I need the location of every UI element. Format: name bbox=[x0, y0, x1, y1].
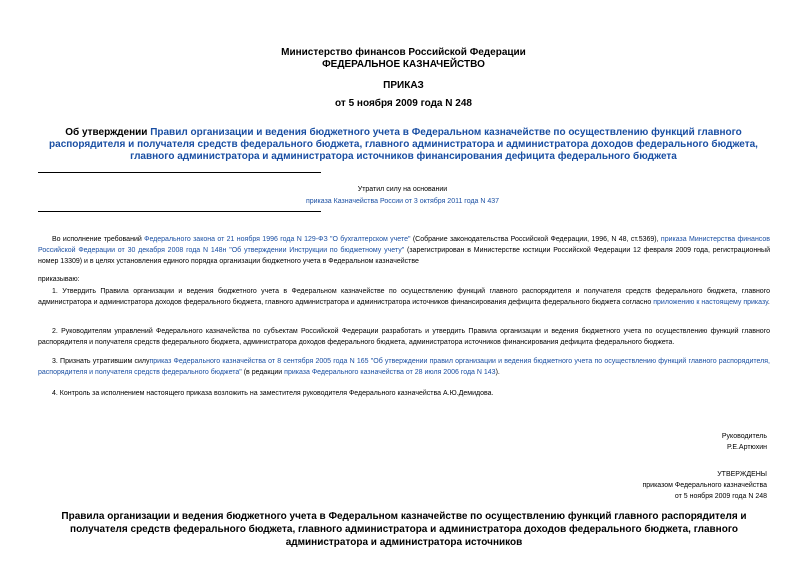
status-note-link[interactable]: приказа Казначейства России от 3 октября 2011 года N 437 bbox=[305, 198, 500, 205]
paragraph-item-2 bbox=[38, 326, 770, 348]
divider-top bbox=[38, 172, 321, 173]
signature-name: Р.Е.Артюхин bbox=[727, 444, 767, 451]
paragraph-item-1 bbox=[38, 286, 770, 308]
item-1-end: . bbox=[767, 299, 770, 306]
title-link[interactable]: Правил организации и ведения бюджетного учета в Федеральном казначействе по осуществлению функций главного распорядителя и получателя средств федерального бюджета, главного администратора и администратора доходов федерального бюджета, главного администратора и администратора источников финансирования дефицита федерального бюджета bbox=[49, 127, 758, 162]
item-2-text: 2. Руководителям управлений Федерального казначейства по субъектам Российской Федерации разработать и утвердить Правила организации и ведения бюджетного учета по осуществлению функций главного распорядителя и получателя средств федерального бюджета, администратора доходов федерального бюджета, администратора источников финансирования дефицита федерального бюджета. bbox=[38, 328, 770, 346]
link-order-143[interactable]: приказа Федерального казначейства от 28 июля 2006 года N 143 bbox=[284, 369, 496, 376]
paragraph-item-4 bbox=[38, 388, 770, 399]
approval-heading: УТВЕРЖДЕНЫ bbox=[717, 471, 767, 478]
item-1-text: 1. Утвердить Правила организации и ведения бюджетного учета в Федеральном казначействе по осуществлению функций главного распорядителя и получателя средств федерального бюджета, главного администратора и администратора доходов федерального бюджета, главного администратора и администратора источников финансирования дефицита федерального бюджета согласно bbox=[38, 288, 770, 306]
divider-bottom bbox=[38, 211, 321, 212]
preamble-text-1: Во исполнение требований bbox=[52, 236, 145, 243]
paragraph-preamble bbox=[38, 234, 770, 267]
preamble-text-2: (Собрание законодательства Российской Федерации, 1996, N 48, ст.5369), bbox=[410, 236, 661, 243]
item-3-text-2: (в редакции bbox=[241, 369, 285, 376]
paragraph-item-3 bbox=[38, 356, 770, 378]
agency-name: ФЕДЕРАЛЬНОЕ КАЗНАЧЕЙСТВО bbox=[322, 59, 485, 70]
link-order-165[interactable]: приказ Федерального казначейства от 8 сентября 2005 года N 165 "Об утверждении правил организации и ведения бюджетного учета по осуществлению функций главного распорядителя, распорядителя и получателя средств федерального бюджета" bbox=[38, 358, 770, 376]
status-note-text: Утратил силу на основании bbox=[357, 186, 448, 193]
title-prefix: Об утверждении bbox=[65, 127, 151, 138]
item-3-text-1: 3. Признать утратившим силу bbox=[52, 358, 150, 365]
preamble-text-3: (зарегистрирован в Министерстве юстиции Российской Федерации 12 февраля 2009 года, регистрационный номер 13309) и в целях установления единого порядка организации бюджетного учета в Федеральном казначействе bbox=[38, 247, 770, 265]
order-word: приказываю: bbox=[38, 276, 80, 283]
link-order-148n[interactable]: приказа Министерства финансов Российской Федерации от 30 декабря 2008 года N 148н "Об утверждении Инструкции по бюджетному учету" bbox=[38, 236, 770, 254]
rules-title: Правила организации и ведения бюджетного учета в Федеральном казначействе по осуществлению функций главного распорядителя и получателя средств федерального бюджета, главного администратора и администратора доходов федерального бюджета, главного администратора и администратора источников bbox=[61, 511, 747, 548]
status-note bbox=[290, 184, 515, 208]
approval-line-3: от 5 ноября 2009 года N 248 bbox=[674, 493, 767, 500]
link-law-129fz[interactable]: Федерального закона от 21 ноября 1996 года N 129-ФЗ "О бухгалтерском учете" bbox=[144, 236, 411, 243]
link-appendix[interactable]: приложению к настоящему приказу bbox=[653, 299, 768, 306]
item-4-text: 4. Контроль за исполнением настоящего приказа возложить на заместителя руководителя Федерального казначейства А.Ю.Демидова. bbox=[52, 390, 494, 397]
document-date-number: от 5 ноября 2009 года N 248 bbox=[335, 98, 472, 109]
document-type: ПРИКАЗ bbox=[383, 80, 424, 91]
ministry-name: Министерство финансов Российской Федерации bbox=[281, 47, 526, 58]
signature-block bbox=[722, 431, 767, 453]
item-3-end: ). bbox=[495, 369, 500, 376]
signature-role: Руководитель bbox=[721, 433, 767, 440]
document-title bbox=[40, 127, 767, 163]
approval-line-2: приказом Федерального казначейства bbox=[642, 482, 767, 489]
approval-block bbox=[643, 469, 768, 502]
